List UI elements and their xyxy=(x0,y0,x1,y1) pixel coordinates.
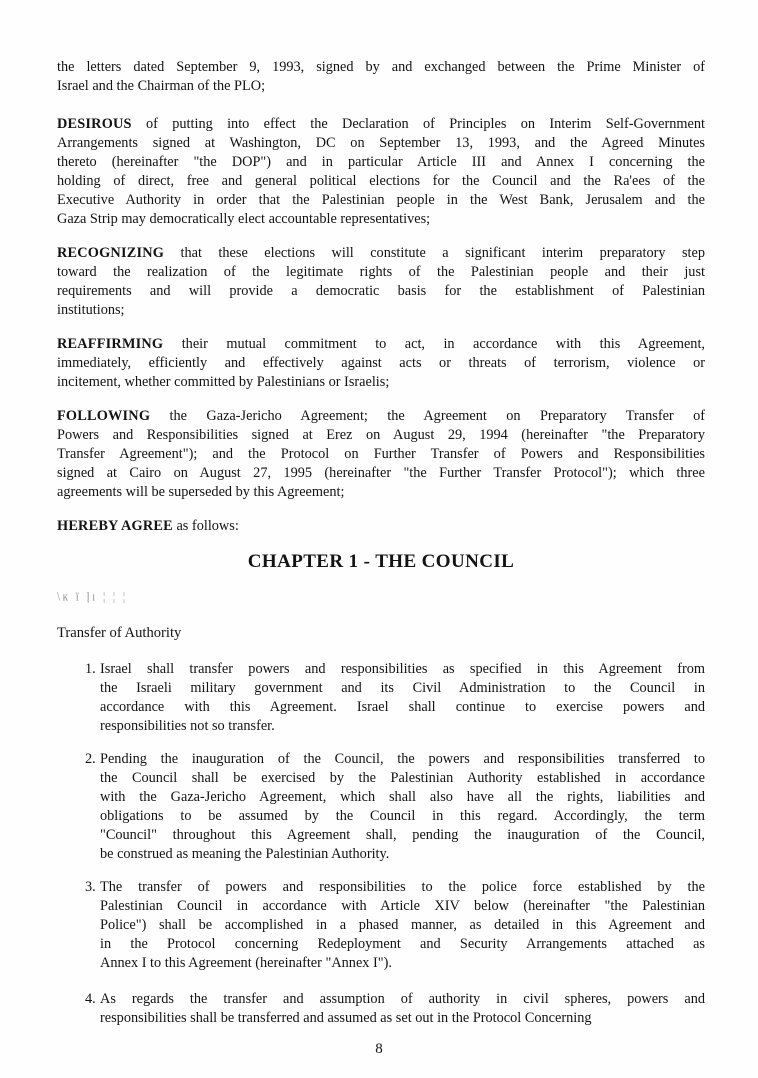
text-line: agreements will be superseded by this Agreement; xyxy=(57,484,345,500)
bold-lead-word: DESIROUS xyxy=(57,116,132,132)
text-line: Powers and Responsibilities signed at Erez on August 29, 1994 (hereinafter "the Preparatory xyxy=(57,427,705,443)
preamble-paragraph xyxy=(57,517,705,536)
text-line: immediately, efficiently and effectively against acts or threats of terrorism, violence or xyxy=(57,355,705,371)
text-line: Executive Authority in order that the Palestinian people in the West Bank, Jerusalem and the xyxy=(57,192,705,208)
section-title: Transfer of Authority xyxy=(57,625,182,641)
text-line: Pending the inauguration of the Council, the powers and responsibilities transferred to xyxy=(100,751,705,767)
text-line: signed at Cairo on August 27, 1995 (hereinafter "the Further Transfer Protocol"); which three xyxy=(57,465,705,481)
clause-number: 1. xyxy=(85,661,96,677)
chapter-heading: CHAPTER 1 - THE COUNCIL xyxy=(247,551,515,572)
page-number: 8 xyxy=(375,1041,383,1057)
text-line: Gaza Strip may democratically elect accountable representatives; xyxy=(57,211,431,227)
text-line: thereto (hereinafter "the DOP") and in particular Article III and Annex I concerning the xyxy=(57,154,705,170)
text-line: the Israeli military government and its Civil Administration to the Council in xyxy=(100,680,705,696)
preamble-paragraph xyxy=(57,58,705,96)
text-line: responsibilities shall be transferred and assumed as set out in the Protocol Concerning xyxy=(100,1010,592,1026)
text-line: incitement, whether committed by Palestinians or Israelis; xyxy=(57,374,390,390)
text-line: REAFFIRMING their mutual commitment to act, in accordance with this Agreement, xyxy=(57,336,705,352)
text-line: DESIROUS of putting into effect the Declaration of Principles on Interim Self-Government xyxy=(57,116,705,132)
preamble-paragraphs xyxy=(57,58,705,536)
numbered-clause xyxy=(57,878,705,973)
text-line: Israel shall transfer powers and responsibilities as specified in this Agreement from xyxy=(100,661,705,677)
numbered-clause xyxy=(57,990,705,1028)
text-line: Palestinian Council in accordance with Article XIV below (hereinafter "the Palestinian xyxy=(100,898,705,914)
preamble-paragraph xyxy=(57,335,705,392)
preamble-paragraph xyxy=(57,244,705,320)
clause-number: 2. xyxy=(85,751,96,767)
text-line: holding of direct, free and general political elections for the Council and the Ra'ees of the xyxy=(57,173,705,189)
text-line: RECOGNIZING that these elections will constitute a significant interim preparatory step xyxy=(57,245,705,261)
bold-lead-word: REAFFIRMING xyxy=(57,336,164,352)
text-line: Israel and the Chairman of the PLO; xyxy=(57,78,266,94)
scan-artifact-marks: \ĸ ï ļı ¦ ¦ ¦ xyxy=(57,589,128,604)
text-line: responsibilities not so transfer. xyxy=(100,718,275,734)
numbered-clause xyxy=(57,660,705,736)
clause-number: 4. xyxy=(85,991,96,1007)
text-line: The transfer of powers and responsibilities to the police force established by the xyxy=(100,879,705,895)
text-line: Transfer Agreement"); and the Protocol on Further Transfer of Powers and Responsibilities xyxy=(57,446,705,462)
numbered-clause xyxy=(57,750,705,864)
text-line: "Council" throughout this Agreement shall, pending the inauguration of the Council, xyxy=(100,827,705,843)
preamble-paragraph xyxy=(57,115,705,229)
clause-number: 3. xyxy=(85,879,96,895)
text-line: obligations to be assumed by the Council in this regard. Accordingly, the term xyxy=(100,808,705,824)
text-line: with the Gaza-Jericho Agreement, which shall also have all the rights, liabilities and xyxy=(100,789,705,805)
text-line: accordance with this Agreement. Israel shall continue to exercise powers and xyxy=(100,699,705,715)
text-line: HEREBY AGREE as follows: xyxy=(57,518,239,534)
text-line: the letters dated September 9, 1993, signed by and exchanged between the Prime Minister of xyxy=(57,59,705,75)
text-line: the Council shall be exercised by the Palestinian Authority established in accordance xyxy=(100,770,705,786)
numbered-clauses xyxy=(57,660,705,1028)
text-line: toward the realization of the legitimate rights of the Palestinian people and their just xyxy=(57,264,705,280)
bold-lead-word: RECOGNIZING xyxy=(57,245,165,261)
text-line: As regards the transfer and assumption of authority in civil spheres, powers and xyxy=(100,991,705,1007)
text-line: Arrangements signed at Washington, DC on September 13, 1993, and the Agreed Minutes xyxy=(57,135,705,151)
text-line: in the Protocol concerning Redeployment and Security Arrangements attached as xyxy=(100,936,705,952)
text-line: FOLLOWING the Gaza-Jericho Agreement; the Agreement on Preparatory Transfer of xyxy=(57,408,705,424)
bold-lead-word: FOLLOWING xyxy=(57,408,151,424)
text-line: be construed as meaning the Palestinian Authority. xyxy=(100,846,390,862)
text-line: Police") shall be accomplished in a phased manner, as detailed in this Agreement and xyxy=(100,917,705,933)
bold-lead-word: HEREBY AGREE xyxy=(57,518,173,534)
page-content xyxy=(57,58,705,1042)
text-line: institutions; xyxy=(57,302,125,318)
text-line: requirements and will provide a democratic basis for the establishment of Palestinian xyxy=(57,283,705,299)
text-line: Annex I to this Agreement (hereinafter "Annex I"). xyxy=(100,955,392,971)
preamble-paragraph xyxy=(57,407,705,502)
